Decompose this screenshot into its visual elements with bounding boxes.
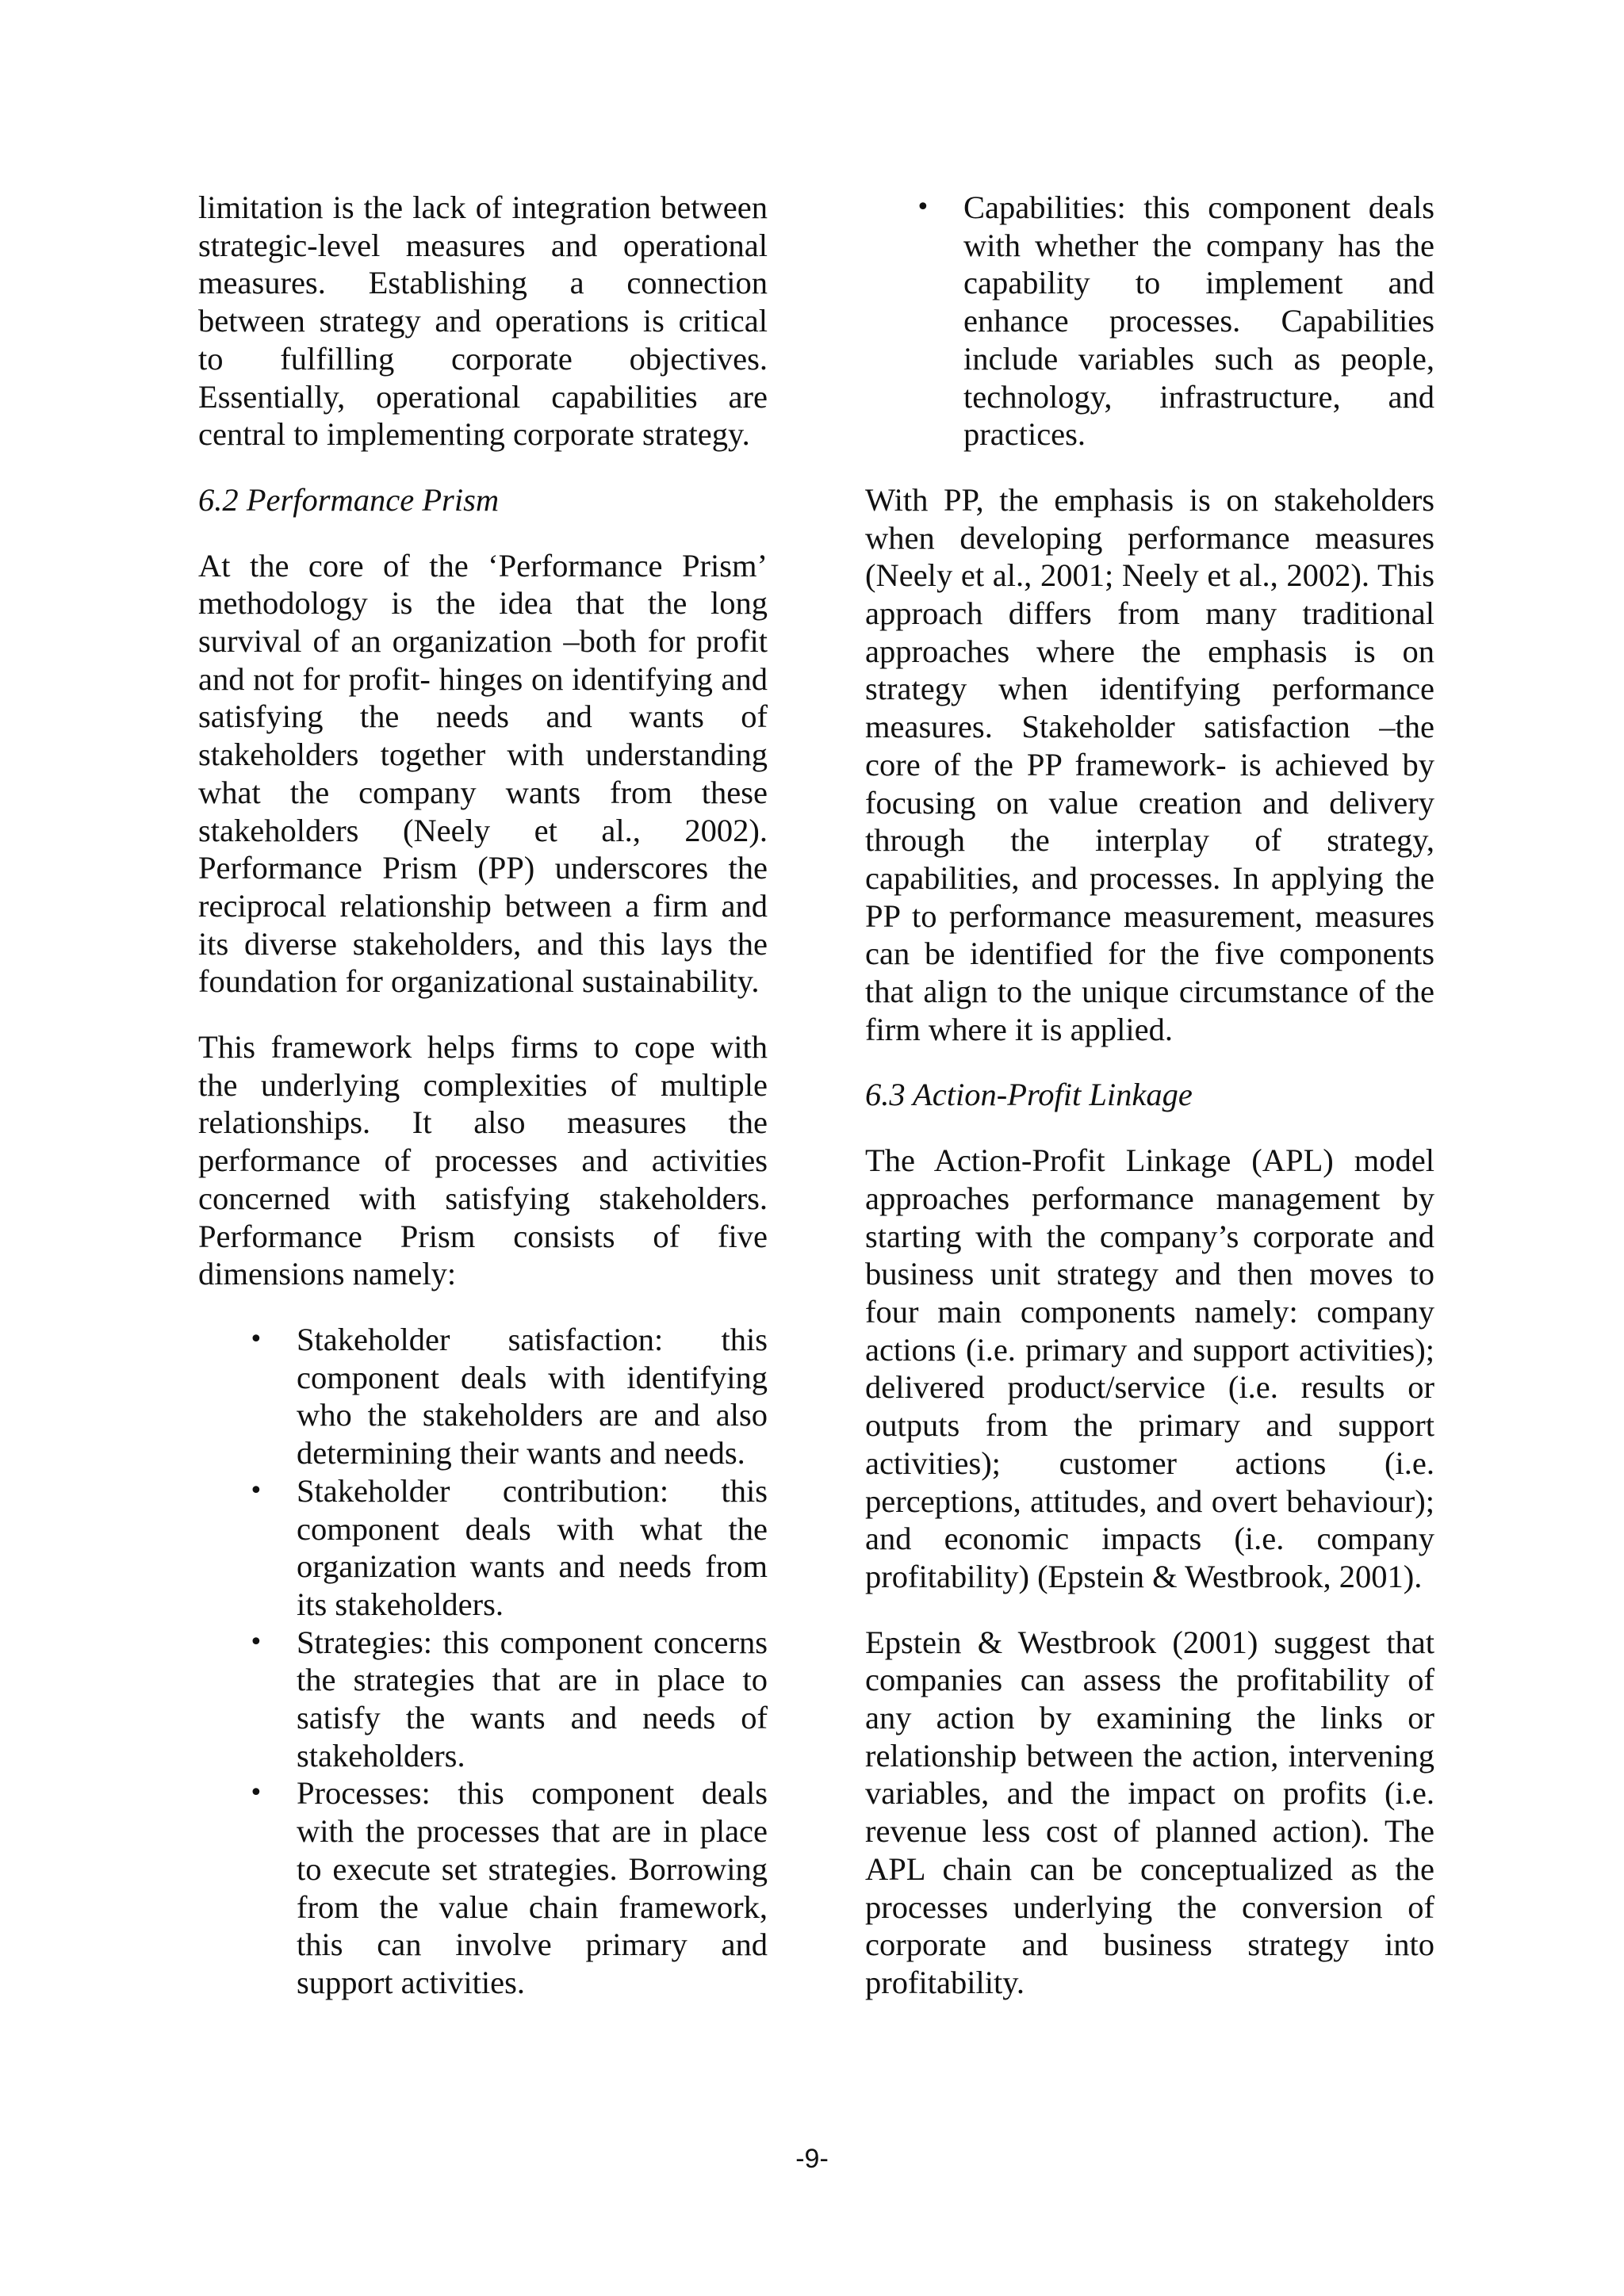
- list-item-text: Strategies: this component concerns the strategies that are in place to satisfy the wants and needs of stakeholders.: [297, 1624, 768, 1774]
- bullet-icon: •: [249, 1476, 263, 1505]
- capabilities-bullet-list: [865, 189, 1434, 453]
- left-column: [198, 189, 768, 2030]
- paragraph-epstein-westbrook: Epstein & Westbrook (2001) suggest that companies can assess the profitability of any action by examining the links or relationship between the action, intervening variables, and the impact on profits (i.e. revenue less cost of planned action). The APL chain can be conceptualized as the processes underlying the conversion of corporate and business strategy into profitability.: [865, 1624, 1434, 2000]
- list-item: [198, 1774, 768, 2001]
- section-heading-action-profit-linkage: 6.3 Action-Profit Linkage: [865, 1077, 1193, 1113]
- dimensions-bullet-list: [198, 1321, 768, 2002]
- paragraph-pp-stakeholder-emphasis: With PP, the emphasis is on stakeholders when developing performance measures (Neely et al., 2001; Neely et al., 2002). This approach differs from many traditional approaches where the emphasis is on strategy when identifying performance measures. Stakeholder satisfaction –the core of the PP framework- is achieved by focusing on value creation and delivery through the interplay of strategy, capabilities, and processes. In applying the PP to performance measurement, measures can be identified for the five components that align to the unique circumstance of the firm where it is applied.: [865, 481, 1434, 1047]
- paragraph-framework-dimensions: This framework helps firms to cope with the underlying complexities of multiple relationships. It also measures the performance of processes and activities concerned with satisfying stakeholders. Performance Prism consists of five dimensions namely:: [198, 1029, 768, 1292]
- page-number: -9-: [795, 2144, 829, 2174]
- list-item-text: Stakeholder satisfaction: this component deals with identifying who the stakeholders are and also determining their wants and needs.: [297, 1321, 768, 1471]
- list-item: [865, 189, 1434, 453]
- paragraph-apl-model: The Action-Profit Linkage (APL) model approaches performance management by starting with the company’s corporate and business unit strategy and then moves to four main components namely: company actions (i.e. primary and support activities); delivered product/service (i.e. results or outputs from the primary and support activities); customer actions (i.e. perceptions, attitudes, and overt behaviour); and economic impacts (i.e. company profitability) (Epstein & Westbrook, 2001).: [865, 1142, 1434, 1594]
- list-item-text: Processes: this component deals with the processes that are in place to execute set strategies. Borrowing from the value chain framework, this can involve primary and support activities.: [297, 1775, 768, 2000]
- bullet-icon: •: [249, 1779, 263, 1808]
- paragraph-performance-prism-core: At the core of the ‘Performance Prism’ methodology is the idea that the long survival of an organization –both for profit and not for profit- hinges on identifying and satisfying the needs and wants of stakeholders together with understanding what the company wants from these stakeholders (Neely et al., 2002). Performance Prism (PP) underscores the reciprocal relationship between a firm and its diverse stakeholders, and this lays the foundation for organizational sustainability.: [198, 547, 768, 1000]
- list-item: [198, 1472, 768, 1624]
- section-heading-performance-prism: 6.2 Performance Prism: [198, 481, 500, 518]
- paragraph-integration-limitation: limitation is the lack of integration between strategic-level measures and operational measures. Establishing a connection between strategy and operations is critical to fulfilling corporate objectives. Essentially, operational capabilities are central to implementing corporate strategy.: [198, 189, 768, 453]
- right-column: [865, 189, 1434, 2030]
- list-item-text: Stakeholder contribution: this component deals with what the organization wants and needs from its stakeholders.: [297, 1472, 768, 1622]
- bullet-icon: •: [249, 1628, 263, 1656]
- list-item: [198, 1624, 768, 1775]
- list-item-text: Capabilities: this component deals with whether the company has the capability to implement and enhance processes. Capabilities include variables such as people, technology, infrastructure, and practices.: [963, 189, 1434, 453]
- bullet-icon: •: [916, 193, 930, 221]
- bullet-icon: •: [249, 1325, 263, 1353]
- list-item: [198, 1321, 768, 1472]
